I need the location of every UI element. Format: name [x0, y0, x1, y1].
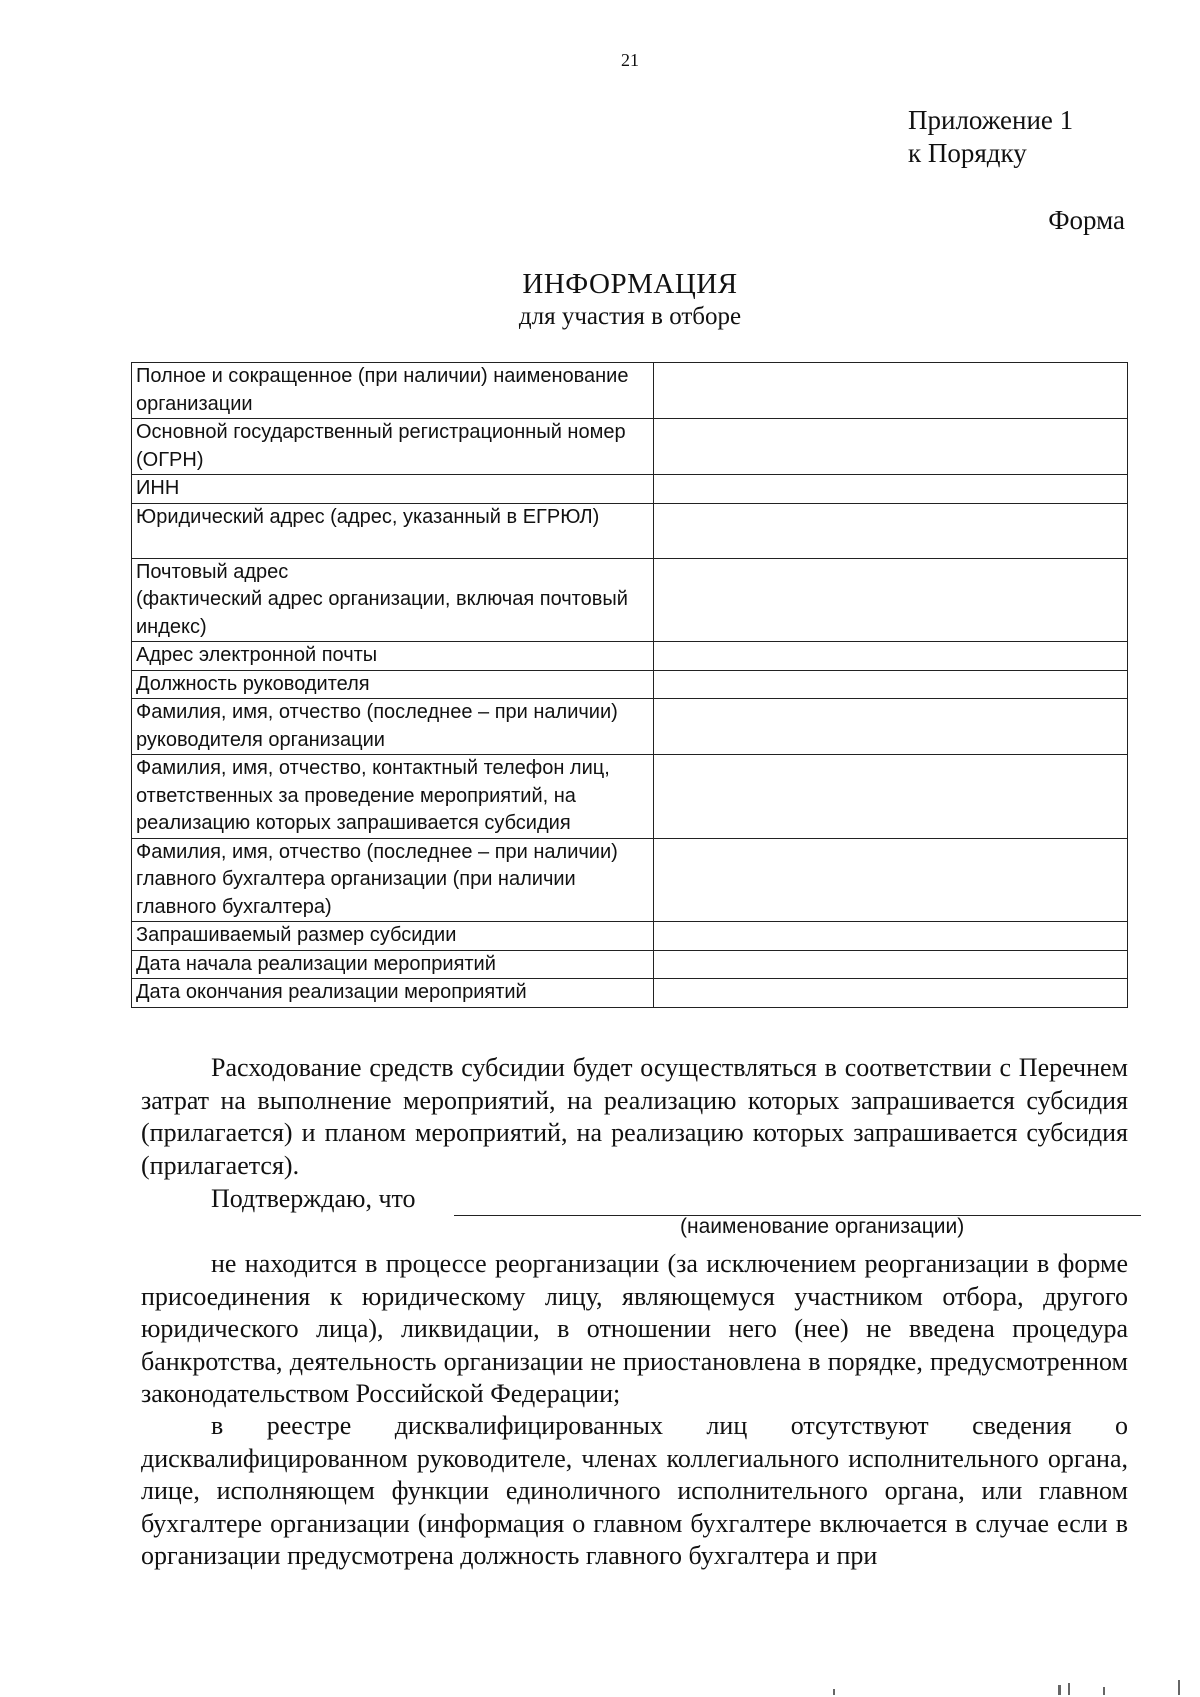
row-value-field[interactable] [653, 699, 1127, 755]
row-label: Фамилия, имя, отчество (последнее – при наличии) главного бухгалтера организации (при наличии главного бухгалтера) [132, 838, 654, 922]
scan-artifact [1178, 1680, 1180, 1695]
row-label: Дата окончания реализации мероприятий [132, 979, 654, 1008]
document-subtitle: для участия в отборе [518, 303, 742, 330]
document-title: ИНФОРМАЦИЯ [522, 268, 738, 300]
row-label: Юридический адрес (адрес, указанный в ЕГРЮЛ) [132, 503, 654, 558]
scan-artifact [833, 1689, 835, 1695]
table-row [132, 979, 1128, 1008]
disqualification-paragraph [141, 1410, 1128, 1573]
table-row [132, 475, 1128, 504]
row-value-field[interactable] [653, 419, 1127, 475]
table-row [132, 558, 1128, 642]
organization-name-hint: (наименование организации) [680, 1215, 965, 1238]
table-row [132, 922, 1128, 951]
scan-artifact [1058, 1685, 1061, 1695]
row-label: Должность руководителя [132, 670, 654, 699]
table-row [132, 950, 1128, 979]
paragraph-text: в реестре дисквалифицированных лиц отсутствуют сведения о дисквалифицированном руководителе, членах коллегиального исполнительного органа, лице, исполняющем функции единоличного исполнительного органа, или главном бухгалтере организации (информация о главном бухгалтере включается в случае если в организации предусмотрена должность главного бухгалтера и при [141, 1411, 1128, 1570]
row-label: Почтовый адрес (фактический адрес организации, включая почтовый индекс) [132, 558, 654, 642]
row-value-field[interactable] [653, 503, 1127, 558]
row-value-field[interactable] [653, 642, 1127, 671]
appendix-line-1: Приложение 1 [908, 105, 1074, 135]
confirm-prefix: Подтверждаю, что [211, 1184, 416, 1213]
scan-artifact [1103, 1687, 1105, 1695]
row-label: Адрес электронной почты [132, 642, 654, 671]
row-value-field[interactable] [653, 558, 1127, 642]
row-label: Дата начала реализации мероприятий [132, 950, 654, 979]
row-label: Фамилия, имя, отчество, контактный телефон лиц, ответственных за проведение мероприятий, на реализацию которых запрашивается субсидия [132, 755, 654, 839]
paragraph-text: не находится в процессе реорганизации (за исключением реорганизации в форме присоединения к юридическому лицу, являющемуся участником отбора, другого юридического лица), ликвидации, в отношении него (нее) не введена процедура банкротства, деятельность организации не приостановлена в порядке, предусмотренном законодательством Российской Федерации; [141, 1249, 1128, 1408]
row-value-field[interactable] [653, 670, 1127, 699]
row-label: Запрашиваемый размер субсидии [132, 922, 654, 951]
row-value-field[interactable] [653, 363, 1127, 419]
appendix-reference [908, 104, 1073, 170]
page-number: 21 [621, 50, 639, 70]
table-row [132, 503, 1128, 558]
table-row [132, 838, 1128, 922]
form-label: Форма [1048, 205, 1125, 235]
information-table [131, 362, 1128, 1008]
appendix-line-2: к Порядку [908, 138, 1027, 168]
row-label: Основной государственный регистрационный номер (ОГРН) [132, 419, 654, 475]
table-row [132, 419, 1128, 475]
row-value-field[interactable] [653, 922, 1127, 951]
row-value-field[interactable] [653, 979, 1127, 1008]
table-row [132, 699, 1128, 755]
row-label: Полное и сокращенное (при наличии) наименование организации [132, 363, 654, 419]
paragraph-text: Расходование средств субсидии будет осуществляться в соответствии с Перечнем затрат на выполнение мероприятий, на реализацию которых запрашивается субсидия (прилагается) и планом мероприятий, на реализацию которых запрашивается субсидия (прилагается). [141, 1053, 1128, 1180]
row-value-field[interactable] [653, 475, 1127, 504]
table-row [132, 755, 1128, 839]
row-value-field[interactable] [653, 755, 1127, 839]
table-row [132, 363, 1128, 419]
scan-artifact [1068, 1683, 1070, 1695]
row-label: ИНН [132, 475, 654, 504]
table-row [132, 642, 1128, 671]
row-label: Фамилия, имя, отчество (последнее – при наличии) руководителя организации [132, 699, 654, 755]
table-row [132, 670, 1128, 699]
reorganization-paragraph [141, 1248, 1128, 1411]
confirmation-line [211, 1184, 1141, 1218]
row-value-field[interactable] [653, 838, 1127, 922]
row-value-field[interactable] [653, 950, 1127, 979]
expenditure-paragraph [141, 1052, 1128, 1182]
